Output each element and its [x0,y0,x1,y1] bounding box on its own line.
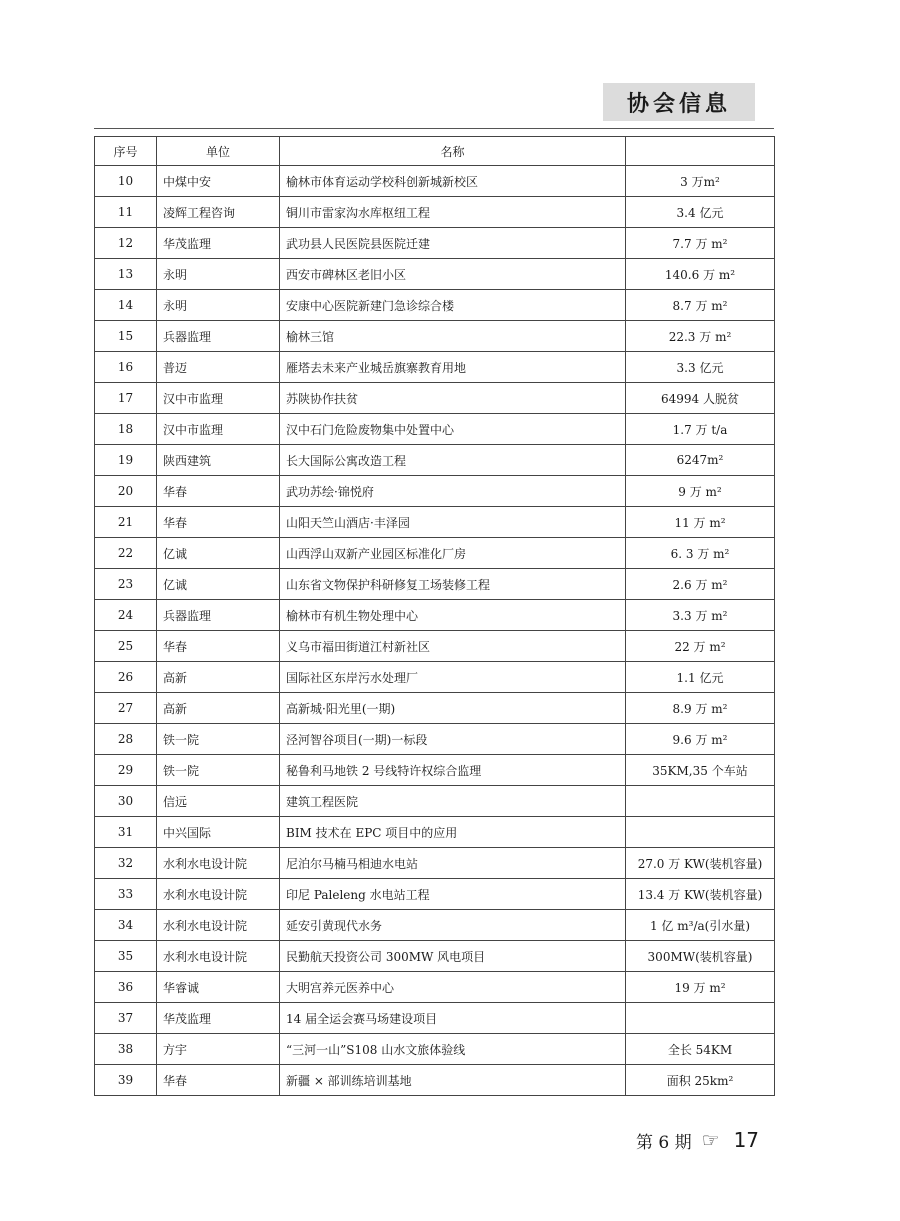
row-number: 34 [95,910,157,941]
row-unit: 亿诚 [157,569,280,600]
row-value: 3.4 亿元 [626,197,775,228]
row-project-name: 14 届全运会赛马场建设项目 [280,1003,626,1034]
table-body [95,166,775,1096]
row-unit: 中煤中安 [157,166,280,197]
table-row [95,817,775,848]
column-header-name: 名称 [280,137,626,166]
row-unit: 华茂监理 [157,228,280,259]
row-value: 3.3 亿元 [626,352,775,383]
issue-label: 第 6 期 [636,1132,692,1153]
row-number: 14 [95,290,157,321]
row-project-name: 义乌市福田街道江村新社区 [280,631,626,662]
row-project-name: BIM 技术在 EPC 项目中的应用 [280,817,626,848]
table-row [95,197,775,228]
table-row [95,166,775,197]
row-value: 300MW(装机容量) [626,941,775,972]
row-unit: 铁一院 [157,724,280,755]
table-row [95,476,775,507]
row-value [626,786,775,817]
row-number: 26 [95,662,157,693]
column-header-value [626,137,775,166]
row-value: 7.7 万 m² [626,228,775,259]
row-project-name: 山东省文物保护科研修复工场装修工程 [280,569,626,600]
row-unit: 中兴国际 [157,817,280,848]
row-unit: 高新 [157,693,280,724]
column-header-unit: 单位 [157,137,280,166]
pointing-hand-icon: ☞ [701,1128,720,1152]
row-number: 32 [95,848,157,879]
row-number: 15 [95,321,157,352]
row-value: 19 万 m² [626,972,775,1003]
row-project-name: 武功苏绘·锦悦府 [280,476,626,507]
row-unit: 兵器监理 [157,600,280,631]
row-unit: 汉中市监理 [157,383,280,414]
table-row [95,383,775,414]
row-value: 面积 25km² [626,1065,775,1096]
table-row [95,507,775,538]
row-value: 6. 3 万 m² [626,538,775,569]
row-value: 9.6 万 m² [626,724,775,755]
row-unit: 亿诚 [157,538,280,569]
row-number: 21 [95,507,157,538]
row-value: 3 万m² [626,166,775,197]
row-unit: 水利水电设计院 [157,879,280,910]
row-number: 12 [95,228,157,259]
row-unit: 华春 [157,631,280,662]
row-number: 23 [95,569,157,600]
row-project-name: 泾河智谷项目(一期)一标段 [280,724,626,755]
row-value: 全长 54KM [626,1034,775,1065]
row-number: 31 [95,817,157,848]
row-project-name: 高新城·阳光里(一期) [280,693,626,724]
row-number: 22 [95,538,157,569]
row-number: 17 [95,383,157,414]
row-unit: 华春 [157,1065,280,1096]
row-unit: 兵器监理 [157,321,280,352]
row-number: 13 [95,259,157,290]
table-row [95,1065,775,1096]
row-project-name: 榆林三馆 [280,321,626,352]
table-row [95,941,775,972]
row-unit: 陕西建筑 [157,445,280,476]
row-value: 1 亿 m³/a(引水量) [626,910,775,941]
project-table [94,136,775,1096]
row-unit: 华睿诚 [157,972,280,1003]
row-number: 19 [95,445,157,476]
row-project-name: 安康中心医院新建门急诊综合楼 [280,290,626,321]
row-project-name: 尼泊尔马楠马相迪水电站 [280,848,626,879]
table-row [95,879,775,910]
table-row [95,1003,775,1034]
row-project-name: 民勤航天投资公司 300MW 风电项目 [280,941,626,972]
table-row [95,786,775,817]
row-number: 38 [95,1034,157,1065]
row-unit: 铁一院 [157,755,280,786]
row-value [626,1003,775,1034]
table-row [95,414,775,445]
row-project-name: 建筑工程医院 [280,786,626,817]
row-project-name: 长大国际公寓改造工程 [280,445,626,476]
section-title: 协会信息 [603,83,755,121]
table-row [95,693,775,724]
row-value: 13.4 万 KW(装机容量) [626,879,775,910]
table-row [95,445,775,476]
row-unit: 汉中市监理 [157,414,280,445]
row-unit: 高新 [157,662,280,693]
row-project-name: 国际社区东岸污水处理厂 [280,662,626,693]
row-number: 28 [95,724,157,755]
row-value: 9 万 m² [626,476,775,507]
row-unit: 普迈 [157,352,280,383]
row-unit: 永明 [157,259,280,290]
row-value: 8.9 万 m² [626,693,775,724]
row-project-name: 新疆 × 部训练培训基地 [280,1065,626,1096]
row-project-name: 铜川市雷家沟水库枢纽工程 [280,197,626,228]
row-project-name: 苏陕协作扶贫 [280,383,626,414]
row-project-name: 西安市碑林区老旧小区 [280,259,626,290]
table-row [95,910,775,941]
row-unit: 水利水电设计院 [157,848,280,879]
row-number: 30 [95,786,157,817]
row-number: 33 [95,879,157,910]
table-header-row [95,137,775,166]
row-value: 140.6 万 m² [626,259,775,290]
row-number: 24 [95,600,157,631]
row-number: 10 [95,166,157,197]
row-value: 35KM,35 个车站 [626,755,775,786]
table-row [95,290,775,321]
page-number: 17 [733,1128,760,1152]
row-value: 22 万 m² [626,631,775,662]
page-footer [636,1126,759,1154]
table-row [95,848,775,879]
row-value: 2.6 万 m² [626,569,775,600]
row-unit: 水利水电设计院 [157,941,280,972]
row-value: 6247m² [626,445,775,476]
row-project-name: 印尼 Paleleng 水电站工程 [280,879,626,910]
row-value: 27.0 万 KW(装机容量) [626,848,775,879]
row-unit: 华春 [157,507,280,538]
row-unit: 永明 [157,290,280,321]
row-unit: 方宇 [157,1034,280,1065]
row-number: 25 [95,631,157,662]
row-unit: 华茂监理 [157,1003,280,1034]
row-value: 1.1 亿元 [626,662,775,693]
row-unit: 凌辉工程咨询 [157,197,280,228]
row-value: 1.7 万 t/a [626,414,775,445]
table-row [95,538,775,569]
row-project-name: 榆林市有机生物处理中心 [280,600,626,631]
row-value [626,817,775,848]
row-value: 8.7 万 m² [626,290,775,321]
row-project-name: 延安引黄现代水务 [280,910,626,941]
row-number: 29 [95,755,157,786]
row-value: 11 万 m² [626,507,775,538]
table-row [95,631,775,662]
row-project-name: 武功县人民医院县医院迁建 [280,228,626,259]
row-value: 3.3 万 m² [626,600,775,631]
column-header-no: 序号 [95,137,157,166]
row-project-name: 雁塔去未来产业城岳旗寨教育用地 [280,352,626,383]
table-row [95,600,775,631]
row-unit: 信远 [157,786,280,817]
row-number: 35 [95,941,157,972]
row-project-name: 榆林市体育运动学校科创新城新校区 [280,166,626,197]
table-row [95,1034,775,1065]
table-row [95,662,775,693]
row-number: 20 [95,476,157,507]
row-project-name: 汉中石门危险废物集中处置中心 [280,414,626,445]
row-unit: 水利水电设计院 [157,910,280,941]
row-number: 36 [95,972,157,1003]
table-row [95,724,775,755]
row-number: 37 [95,1003,157,1034]
row-unit: 华春 [157,476,280,507]
table-row [95,321,775,352]
row-project-name: 山西浮山双新产业园区标准化厂房 [280,538,626,569]
row-number: 18 [95,414,157,445]
table-row [95,352,775,383]
header-divider [94,128,774,129]
row-value: 64994 人脱贫 [626,383,775,414]
table-row [95,259,775,290]
row-number: 11 [95,197,157,228]
row-project-name: “三河一山”S108 山水文旅体验线 [280,1034,626,1065]
table-row [95,972,775,1003]
table-row [95,228,775,259]
row-number: 16 [95,352,157,383]
row-value: 22.3 万 m² [626,321,775,352]
row-number: 39 [95,1065,157,1096]
row-project-name: 秘鲁利马地铁 2 号线特许权综合监理 [280,755,626,786]
row-project-name: 山阳天竺山酒店·丰泽园 [280,507,626,538]
table-row [95,755,775,786]
row-number: 27 [95,693,157,724]
table-row [95,569,775,600]
row-project-name: 大明宫养元医养中心 [280,972,626,1003]
